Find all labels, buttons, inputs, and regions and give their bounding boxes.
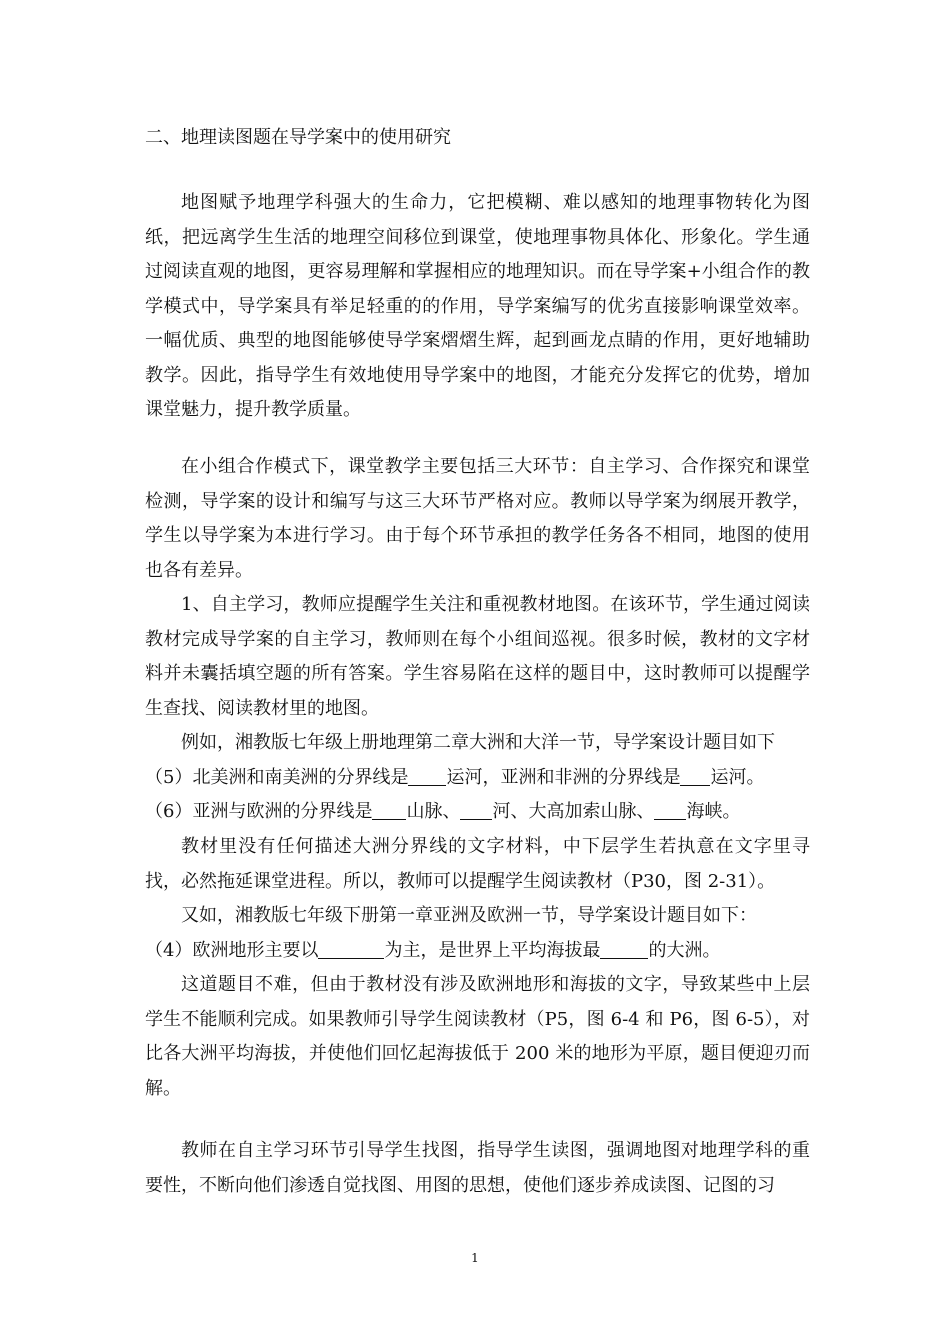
paragraph-classroom-model: 在小组合作模式下，课堂教学主要包括三大环节：自主学习、合作探究和课堂检测，导学案的设计和编写与这三大环节严格对应。教师以导学案为纲展开教学，学生以导学案为本进行学习。由于每个环节承担的教学任务各不相同，地图的使用也各有差异。 [145, 456, 810, 581]
paragraph-intro: 地图赋予地理学科强大的生命力，它把模糊、难以感知的地理事物转化为图纸，把远离学生生活的地理空间移位到课堂，使地理事物具体化、形象化。学生通过阅读直观的地图，更容易理解和掌握相应的地理知识。而在导学案+小组合作的教学模式中，导学案具有举足轻重的的作用，导学案编写的优劣直接影响课堂效率。一幅优质、典型的地图能够使导学案熠熠生辉，起到画龙点睛的作用，更好地辅助教学。因此，指导学生有效地使用导学案中的地图，才能充分发挥它的优势，增加课堂魅力，提升教学质量。 [145, 192, 810, 420]
answer-blank [680, 767, 710, 786]
question-5-part-c: 运河。 [710, 767, 765, 788]
paragraph-self-study: 1、自主学习，教师应提醒学生关注和重视教材地图。在该环节，学生通过阅读教材完成导学案的自主学习，教师则在每个小组间巡视。很多时候，教材的文字材料并未囊括填空题的所有答案。学生容易陷在这样的题目中，这时教师可以提醒学生查找、阅读教材里的地图。 [145, 594, 810, 719]
question-4-part-b: 为主，是世界上平均海拔最 [384, 940, 601, 961]
paragraph-example-intro: 例如，湘教版七年级上册地理第二章大洲和大洋一节，导学案设计题目如下 [181, 732, 775, 753]
question-4-part-a: （4）欧洲地形主要以 [145, 940, 319, 961]
question-6-part-b: 山脉、 [406, 801, 461, 822]
paragraph-analysis: 这道题目不难，但由于教材没有涉及欧洲地形和海拔的文字，导致某些中上层学生不能顺利完成。如果教师引导学生阅读教材（P5，图 6-4 和 P6，图 6-5），对比各大洲平均海拔，并使他们回忆起海拔低于 200 米的地形为平原，题目便迎刃而解。 [145, 974, 810, 1099]
question-6 [145, 795, 825, 830]
answer-blank [654, 801, 686, 820]
answer-blank [460, 801, 492, 820]
question-4-part-c: 的大洲。 [648, 940, 721, 961]
question-6-part-a: （6）亚洲与欧洲的分界线是 [145, 801, 373, 822]
paragraph-teacher-guidance: 教师在自主学习环节引导学生找图，指导学生读图，强调地图对地理学科的重要性，不断向他们渗透自觉找图、用图的思想，使他们逐步养成读图、记图的习 [145, 1140, 810, 1196]
answer-blank [600, 940, 648, 959]
question-5-part-b: 运河，亚洲和非洲的分界线是 [446, 767, 681, 788]
question-4 [145, 934, 825, 969]
question-5-part-a: （5）北美洲和南美洲的分界线是 [145, 767, 409, 788]
paragraph-boundary-note: 教材里没有任何描述大洲分界线的文字材料，中下层学生若执意在文字里寻找，必然拖延课堂进程。所以，教师可以提醒学生阅读教材（P30，图 2-31）。 [145, 836, 810, 892]
answer-blank [372, 801, 406, 820]
question-6-part-d: 海峡。 [686, 801, 741, 822]
question-5 [145, 761, 825, 796]
paragraph-second-example: 又如，湘教版七年级下册第一章亚洲及欧洲一节，导学案设计题目如下： [181, 905, 757, 926]
answer-blank [408, 767, 446, 786]
page-number: 1 [471, 1251, 479, 1265]
question-6-part-c: 河、大高加索山脉、 [492, 801, 655, 822]
section-heading: 二、地理读图题在导学案中的使用研究 [145, 127, 451, 148]
answer-blank [318, 940, 384, 959]
